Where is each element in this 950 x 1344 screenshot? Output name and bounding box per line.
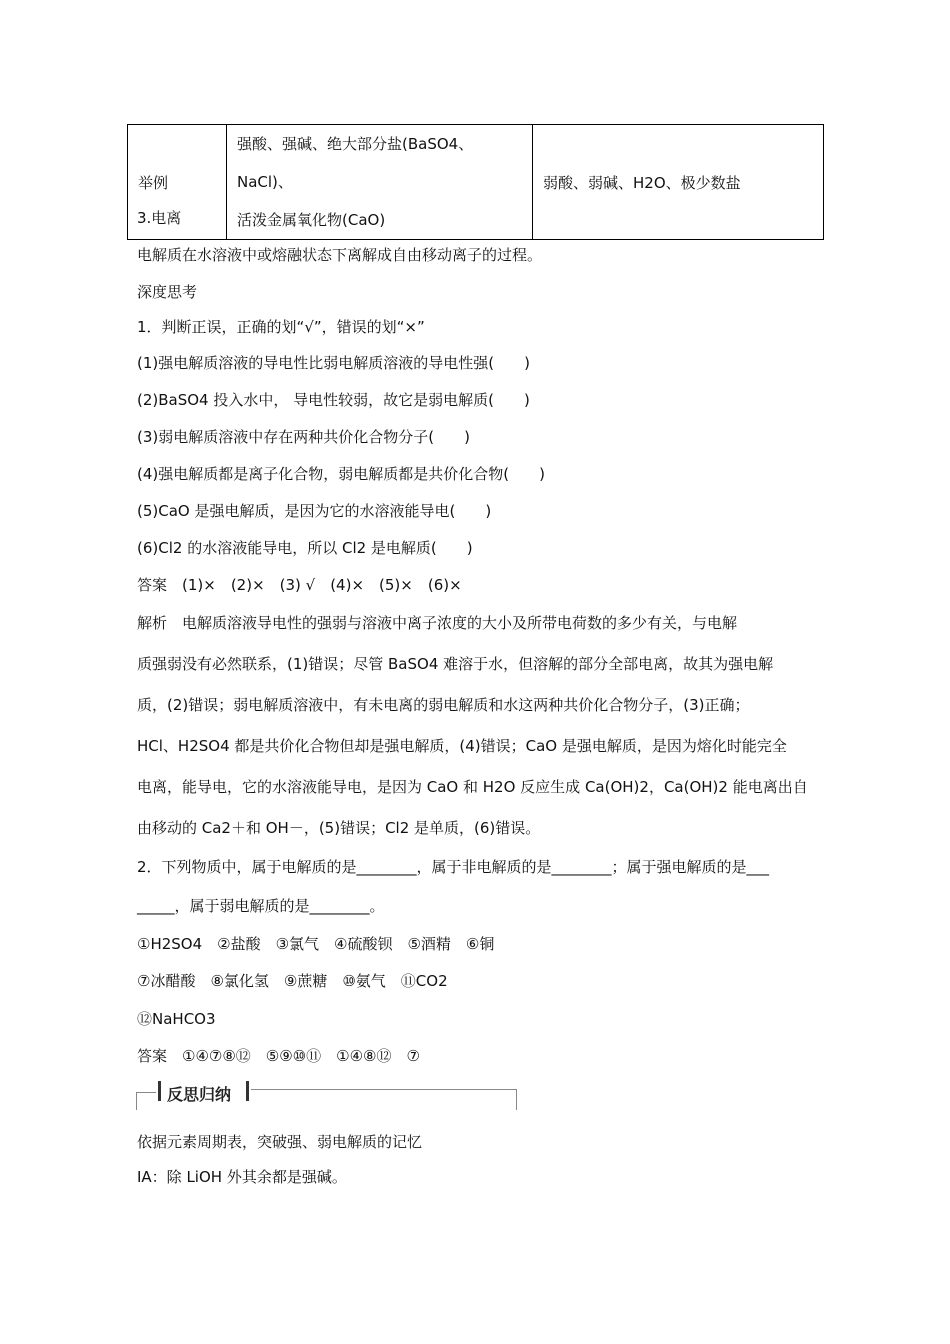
question-item: (2)BaSO4 投入水中， 导电性较弱，故它是弱电解质( ) (137, 391, 530, 409)
question-item: (3)弱电解质溶液中存在两种共价化合物分子( ) (137, 428, 470, 446)
answer-line: 答案 (1)× (2)× (3) √ (4)× (5)× (6)× (137, 576, 462, 594)
reflection-banner (136, 1080, 517, 1112)
explanation-line: 质，(2)错误；弱电解质溶液中，有未电离的弱电解质和水这两种共价化合物分子，(3)正确； (137, 696, 750, 714)
subheading: 深度思考 (137, 283, 198, 301)
question-item: (1)强电解质溶液的导电性比弱电解质溶液的导电性强( ) (137, 354, 530, 372)
explanation-line: 由移动的 Ca2＋和 OH－，(5)错误；Cl2 是单质，(6)错误。 (137, 819, 541, 837)
substance-list: ⑫NaHCO3 (137, 1010, 216, 1028)
text-line: 依据元素周期表，突破强、弱电解质的记忆 (137, 1133, 423, 1151)
section-heading: 3.电离 (137, 209, 182, 227)
question-2-line: 2．下列物质中，属于电解质的是________，属于非电解质的是________；属于强电解质的是___ (137, 858, 770, 876)
row-label: 举例 (128, 125, 227, 240)
substance-list: ⑦冰醋酸 ⑧氯化氢 ⑨蔗糖 ⑩氨气 ⑪CO2 (137, 972, 448, 990)
answer-line: 答案 ①④⑦⑧⑫ ⑤⑨⑩⑪ ①④⑧⑫ ⑦ (137, 1047, 420, 1065)
question-item: (6)Cl2 的水溶液能导电，所以 Cl2 是电解质( ) (137, 539, 473, 557)
explanation-line: HCl、H2SO4 都是共价化合物但却是强电解质，(4)错误；CaO 是强电解质，是因为熔化时能完全 (137, 737, 787, 755)
table-row (128, 125, 824, 240)
question-2-line: _____，属于弱电解质的是________。 (137, 897, 385, 915)
strong-electrolyte-cell (227, 125, 533, 240)
weak-electrolyte-cell: 弱酸、弱碱、H2O、极少数盐 (533, 125, 824, 240)
example-table (127, 124, 824, 240)
strong-line-2: 活泼金属氧化物(CaO) (237, 211, 386, 229)
text-line: ⅠA：除 LiOH 外其余都是强碱。 (137, 1168, 347, 1186)
strong-line-1: 强酸、强碱、绝大部分盐(BaSO4、NaCl)、 (237, 135, 474, 191)
explanation-line: 质强弱没有必然联系，(1)错误；尽管 BaSO4 难溶于水，但溶解的部分全部电离，故其为强电解 (137, 655, 774, 673)
question-item: (5)CaO 是强电解质，是因为它的水溶液能导电( ) (137, 502, 492, 520)
banner-title: 反思归纳 (167, 1085, 232, 1104)
question-item: (4)强电解质都是离子化合物，弱电解质都是共价化合物( ) (137, 465, 545, 483)
explanation-line: 解析 电解质溶液导电性的强弱与溶液中离子浓度的大小及所带电荷数的多少有关，与电解 (137, 614, 738, 632)
explanation-line: 电离，能导电，它的水溶液能导电，是因为 CaO 和 H2O 反应生成 Ca(OH)2，Ca(OH)2 能电离出自 (137, 778, 808, 796)
question-heading: 1．判断正误，正确的划“√”，错误的划“×” (137, 318, 425, 336)
substance-list: ①H2SO4 ②盐酸 ③氯气 ④硫酸钡 ⑤酒精 ⑥铜 (137, 935, 495, 953)
text-line: 电解质在水溶液中或熔融状态下离解成自由移动离子的过程。 (137, 246, 543, 264)
